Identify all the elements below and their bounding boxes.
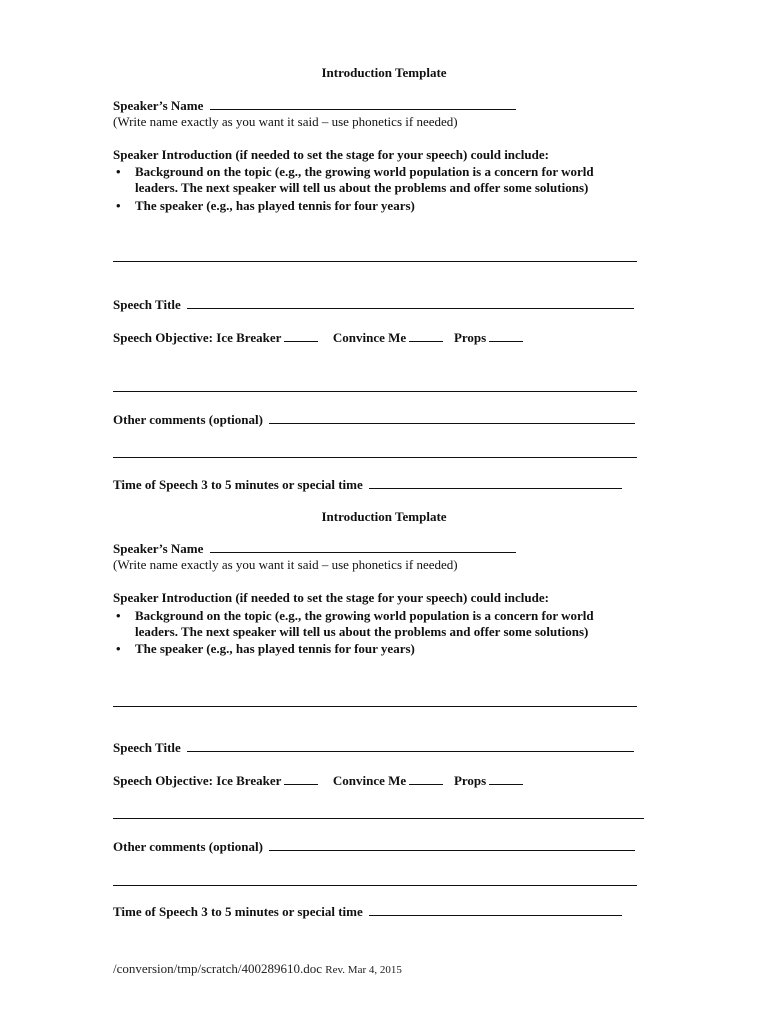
bullet-background-line2: leaders. The next speaker will tell us about the problems and offer some solutions) xyxy=(135,180,589,195)
speech-objective-row xyxy=(113,329,523,346)
speaker-name-field[interactable] xyxy=(210,540,516,553)
bullet-speaker: The speaker (e.g., has played tennis for four years) xyxy=(135,198,415,213)
objective-props: Props xyxy=(453,330,487,345)
speech-objective-row xyxy=(113,772,523,789)
comments-field[interactable] xyxy=(269,838,635,851)
intro-write-line[interactable] xyxy=(113,706,637,707)
bullet-icon: • xyxy=(116,641,121,656)
comments-write-line[interactable] xyxy=(113,457,637,458)
document-footer xyxy=(113,961,402,977)
time-field[interactable] xyxy=(369,903,622,916)
time-label: Time of Speech 3 to 5 minutes or special time xyxy=(113,477,363,492)
bullet-background-line1: Background on the topic (e.g., the growing world population is a concern for world xyxy=(135,164,594,179)
speaker-name-row xyxy=(113,540,516,557)
speech-title-row xyxy=(113,296,634,313)
speaker-name-field[interactable] xyxy=(210,97,516,110)
props-field[interactable] xyxy=(489,772,523,785)
comments-write-line[interactable] xyxy=(113,885,637,886)
speech-title-label: Speech Title xyxy=(113,740,181,755)
bullet-background-line1: Background on the topic (e.g., the growing world population is a concern for world xyxy=(135,608,594,623)
ice-breaker-field[interactable] xyxy=(284,772,318,785)
comments-row xyxy=(113,838,635,855)
objective-ice-breaker: Ice Breaker xyxy=(216,773,282,788)
intro-heading: Speaker Introduction (if needed to set the stage for your speech) could include: xyxy=(113,147,549,162)
time-row xyxy=(113,476,622,493)
footer-revision: Rev. Mar 4, 2015 xyxy=(325,964,402,976)
speaker-name-note: (Write name exactly as you want it said – use phonetics if needed) xyxy=(113,114,458,129)
bullet-background-line2: leaders. The next speaker will tell us about the problems and offer some solutions) xyxy=(135,624,589,639)
speaker-name-label: Speaker’s Name xyxy=(113,98,204,113)
intro-write-line[interactable] xyxy=(113,261,637,262)
objective-label: Speech Objective: xyxy=(113,330,214,345)
speech-title-field[interactable] xyxy=(187,739,634,752)
objective-convince-me: Convince Me xyxy=(332,330,407,345)
ice-breaker-field[interactable] xyxy=(284,329,318,342)
objective-write-line[interactable] xyxy=(113,818,644,819)
time-field[interactable] xyxy=(369,476,622,489)
bullet-icon: • xyxy=(116,198,121,213)
comments-field[interactable] xyxy=(269,411,635,424)
speaker-name-row xyxy=(113,97,516,114)
section-title: Introduction Template xyxy=(321,65,447,80)
objective-ice-breaker: Ice Breaker xyxy=(216,330,282,345)
time-label: Time of Speech 3 to 5 minutes or special time xyxy=(113,904,363,919)
time-row xyxy=(113,903,622,920)
speaker-name-label: Speaker’s Name xyxy=(113,541,204,556)
objective-convince-me: Convince Me xyxy=(332,773,407,788)
speaker-name-note: (Write name exactly as you want it said – use phonetics if needed) xyxy=(113,557,458,572)
footer-file-path: /conversion/tmp/scratch/400289610.doc xyxy=(113,961,323,976)
bullet-icon: • xyxy=(116,608,121,623)
objective-props: Props xyxy=(453,773,487,788)
convince-me-field[interactable] xyxy=(409,329,443,342)
objective-write-line[interactable] xyxy=(113,391,637,392)
comments-label: Other comments (optional) xyxy=(113,412,263,427)
bullet-icon: • xyxy=(116,164,121,179)
props-field[interactable] xyxy=(489,329,523,342)
comments-label: Other comments (optional) xyxy=(113,839,263,854)
speech-title-field[interactable] xyxy=(187,296,634,309)
speech-title-label: Speech Title xyxy=(113,297,181,312)
comments-row xyxy=(113,411,635,428)
section-title: Introduction Template xyxy=(321,509,447,524)
convince-me-field[interactable] xyxy=(409,772,443,785)
speech-title-row xyxy=(113,739,634,756)
intro-heading: Speaker Introduction (if needed to set the stage for your speech) could include: xyxy=(113,590,549,605)
objective-label: Speech Objective: xyxy=(113,773,214,788)
bullet-speaker: The speaker (e.g., has played tennis for four years) xyxy=(135,641,415,656)
